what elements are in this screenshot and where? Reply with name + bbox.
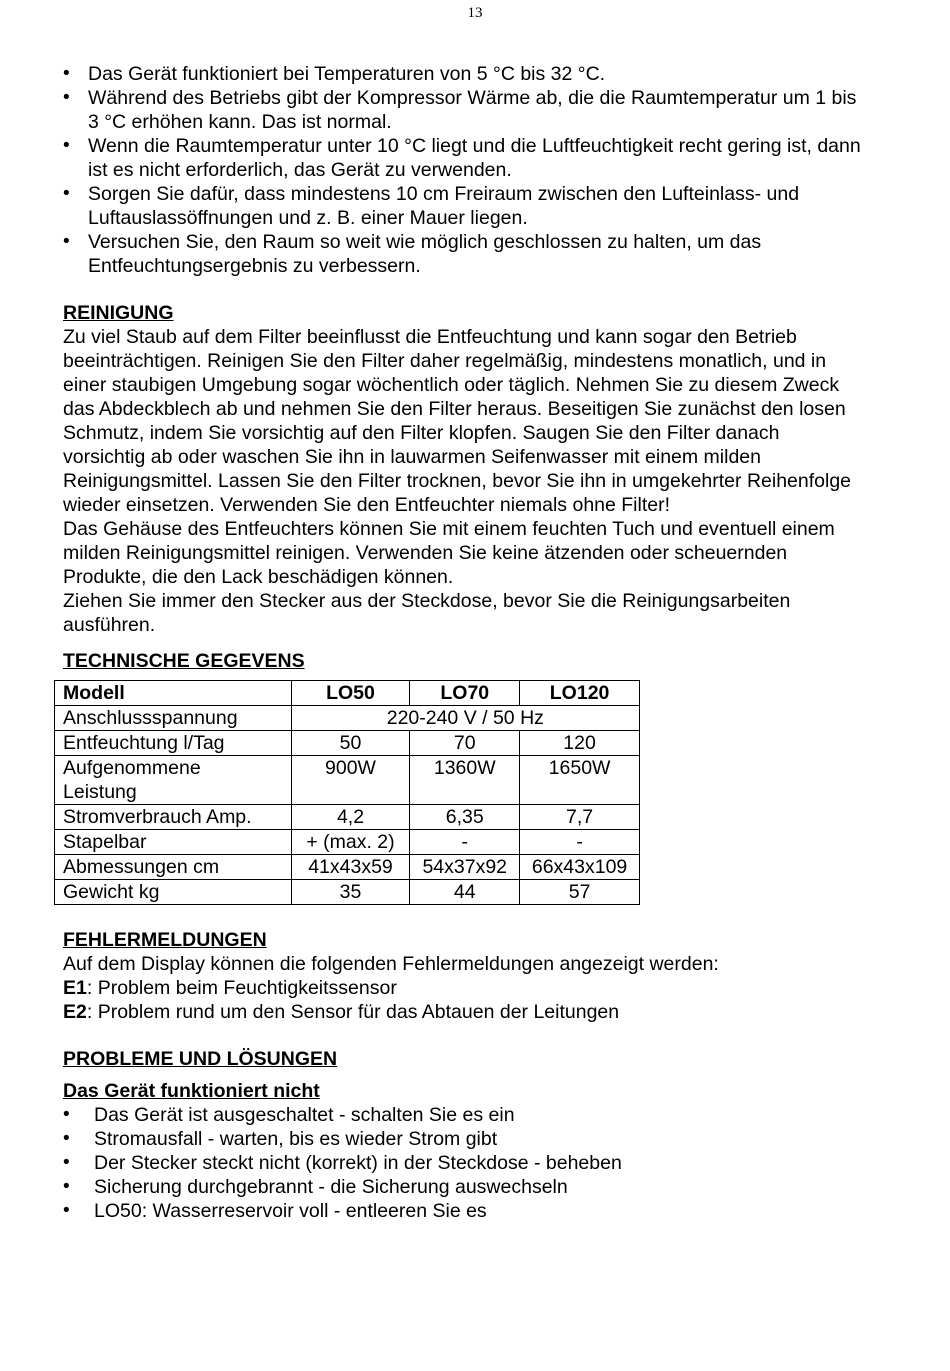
errors-intro: Auf dem Display können die folgenden Fehlermeldungen angezeigt werden: [63,953,719,975]
table-cell: 54x37x92 [410,855,520,880]
row-label: Anschlussspannung [55,706,292,731]
table-cell: 44 [410,880,520,905]
table-row [55,880,640,905]
row-label: Abmessungen cm [55,855,292,880]
row-label: Gewicht kg [55,880,292,905]
table-cell: 1650W [520,756,640,805]
problems-heading: PROBLEME UND LÖSUNGEN [63,1048,338,1070]
list-item: • LO50: Wasserreservoir voll - entleeren Sie es [63,1199,863,1223]
error-code: E1 [63,977,87,999]
errors-heading: FEHLERMELDUNGEN [63,929,267,951]
error-item [63,1000,863,1024]
specs-heading: TECHNISCHE GEGEVENS [63,650,305,672]
problems-bullet-list [63,1103,863,1223]
cleaning-heading: REINIGUNG [63,302,174,324]
table-cell: - [410,830,520,855]
table-row [55,731,640,756]
list-item: • Sicherung durchgebrannt - die Sicherung auswechseln [63,1175,863,1199]
document-body [63,62,863,1223]
error-code: E2 [63,1001,87,1023]
list-item: • Versuchen Sie, den Raum so weit wie möglich geschlossen zu halten, um das Entfeuchtungsergebnis zu verbessern. [63,230,863,278]
table-cell: 66x43x109 [520,855,640,880]
table-cell: 35 [291,880,410,905]
table-cell: 7,7 [520,805,640,830]
table-row [55,855,640,880]
list-item: • Das Gerät ist ausgeschaltet - schalten Sie es ein [63,1103,863,1127]
cleaning-paragraph: Zu viel Staub auf dem Filter beeinflusst die Entfeuchtung und kann sogar den Betrieb beeinträchtigen. Reinigen Sie den Filter daher regelmäßig, mindestens monatlich, und in einer staubigen Umgebung sogar wöchentlich oder täglich. Nehmen Sie zu diesem Zweck das Abdeckblech ab und nehmen Sie den Filter heraus. Beseitigen Sie zunächst den losen Schmutz, indem Sie vorsichtig auf den Filter klopfen. Saugen Sie den Filter danach vorsichtig ab oder waschen Sie ihn in lauwarmen Seifenwasser mit einem milden Reinigungsmittel. Lassen Sie den Filter trocknen, bevor Sie ihn in umgekehrter Reihenfolge wieder einsetzen. Verwenden Sie den Entfeuchter niemals ohne Filter! [63,326,852,516]
column-header: LO70 [410,681,520,706]
table-row [55,706,640,731]
column-header: LO120 [520,681,640,706]
list-item: • Das Gerät funktioniert bei Temperaturen von 5 °C bis 32 °C. [63,62,863,86]
column-header: Modell [55,681,292,706]
list-item: • Wenn die Raumtemperatur unter 10 °C liegt und die Luftfeuchtigkeit recht gering ist, dann ist es nicht erforderlich, das Gerät zu verwenden. [63,134,863,182]
table-cell: 70 [410,731,520,756]
page-number: 13 [467,5,483,21]
table-cell: 900W [291,756,410,805]
cleaning-paragraph: Ziehen Sie immer den Stecker aus der Steckdose, bevor Sie die Reinigungsarbeiten ausführen. [63,590,791,636]
table-row [55,756,640,805]
row-label: Stapelbar [55,830,292,855]
table-row [55,805,640,830]
column-header: LO50 [291,681,410,706]
list-item: • Stromausfall - warten, bis es wieder Strom gibt [63,1127,863,1151]
row-label: Entfeuchtung l/Tag [55,731,292,756]
row-label: Stromverbrauch Amp. [55,805,292,830]
table-header-row [55,681,640,706]
table-cell: 120 [520,731,640,756]
list-item: • Sorgen Sie dafür, dass mindestens 10 cm Freiraum zwischen den Lufteinlass- und Luftauslassöffnungen und z. B. einer Mauer liegen. [63,182,863,230]
table-cell: 1360W [410,756,520,805]
list-item: • Der Stecker steckt nicht (korrekt) in der Steckdose - beheben [63,1151,863,1175]
table-cell: + (max. 2) [291,830,410,855]
list-item: • Während des Betriebs gibt der Kompressor Wärme ab, die die Raumtemperatur um 1 bis 3 °C erhöhen kann. Das ist normal. [63,86,863,134]
specs-table [54,680,640,905]
cleaning-paragraph: Das Gehäuse des Entfeuchters können Sie mit einem feuchten Tuch und eventuell einem milden Reinigungsmittel reinigen. Verwenden Sie keine ätzenden oder scheuernden Produkte, die den Lack beschädigen können. [63,518,835,588]
table-cell: 220-240 V / 50 Hz [291,706,639,731]
table-cell: 41x43x59 [291,855,410,880]
table-cell: 50 [291,731,410,756]
error-text: : Problem rund um den Sensor für das Abtauen der Leitungen [86,1001,620,1023]
problems-subheading: Das Gerät funktioniert nicht [63,1080,320,1102]
error-text: : Problem beim Feuchtigkeitssensor [86,977,397,999]
table-cell: - [520,830,640,855]
row-label: Aufgenommene Leistung [55,756,292,805]
error-item [63,976,863,1000]
table-cell: 6,35 [410,805,520,830]
intro-bullet-list [63,62,863,278]
table-cell: 57 [520,880,640,905]
table-cell: 4,2 [291,805,410,830]
table-row [55,830,640,855]
